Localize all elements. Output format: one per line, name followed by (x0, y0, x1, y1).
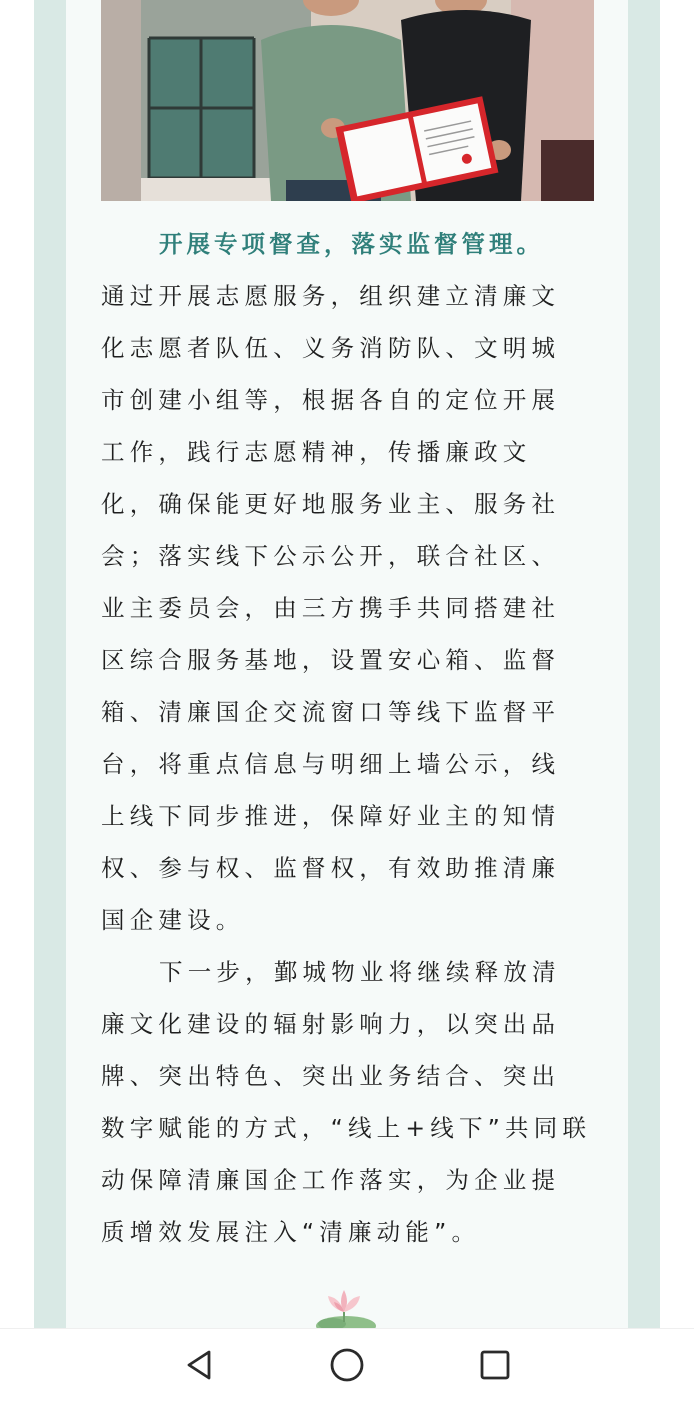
paragraph-line: 牌、突出特色、突出业务结合、突出 (101, 1062, 561, 1090)
nav-back-button[interactable] (177, 1343, 221, 1387)
paragraph-line: 国企建设。 (101, 906, 245, 934)
paragraph-line: 下一步，鄞城物业将继续释放清 (159, 958, 561, 986)
paragraph-line: 区综合服务基地，设置安心箱、监督 (101, 646, 561, 674)
paragraph-2 (101, 946, 594, 1258)
back-triangle-icon (184, 1349, 214, 1381)
paragraph-line: 动保障清廉国企工作落实，为企业提 (101, 1166, 561, 1194)
paragraph-line: 箱、清廉国企交流窗口等线下监督平 (101, 698, 561, 726)
home-circle-icon (329, 1347, 365, 1383)
paragraph-line: 权、参与权、监督权，有效助推清廉 (101, 854, 561, 882)
paragraph-line: 工作，践行志愿精神，传播廉政文 (101, 438, 532, 466)
paragraph-line: 化志愿者队伍、义务消防队、文明城 (101, 334, 561, 362)
paragraph-line: 台，将重点信息与明细上墙公示，线 (101, 750, 561, 778)
paragraph-line: 化，确保能更好地服务业主、服务社 (101, 490, 561, 518)
paragraph-line: 上线下同步推进，保障好业主的知情 (101, 802, 561, 830)
paragraph-line: 会；落实线下公示公开，联合社区、 (101, 542, 561, 570)
paragraph-line: 廉文化建设的辐射影响力，以突出品 (101, 1010, 561, 1038)
recents-square-icon (479, 1349, 511, 1381)
paragraph-line: 通过开展志愿服务，组织建立清廉文 (101, 282, 561, 310)
article-body (101, 218, 594, 1258)
certificate-presentation-photo (101, 0, 594, 201)
nav-home-button[interactable] (325, 1343, 369, 1387)
paragraph-line: 业主委员会，由三方携手共同搭建社 (101, 594, 561, 622)
paragraph-1 (101, 270, 594, 946)
paragraph-line: 质增效发展注入“清廉动能”。 (101, 1218, 481, 1246)
nav-recents-button[interactable] (473, 1343, 517, 1387)
system-navigation-bar (0, 1328, 694, 1401)
paragraph-line: 数字赋能的方式，“线上+线下”共同联 (101, 1114, 592, 1142)
section-lead-heading: 开展专项督查，落实监督管理。 (159, 230, 544, 258)
paragraph-line: 市创建小组等，根据各自的定位开展 (101, 386, 561, 414)
lotus-decoration-icon (310, 1284, 380, 1328)
